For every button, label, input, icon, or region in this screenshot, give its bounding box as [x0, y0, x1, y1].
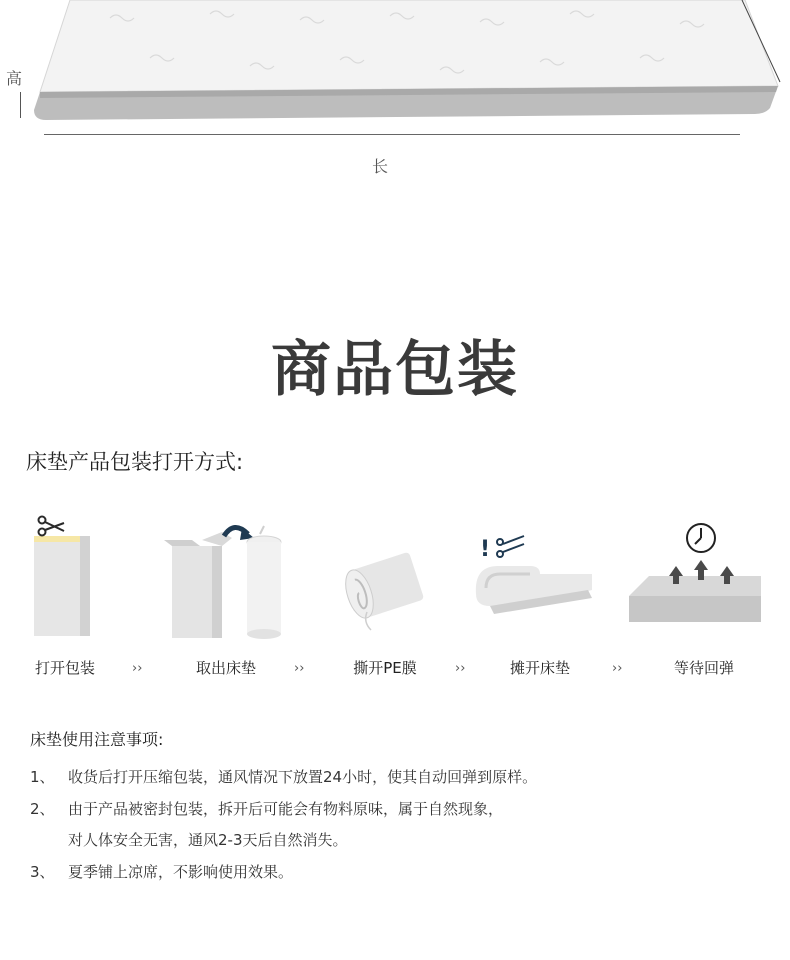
scissors-box-icon — [24, 512, 164, 642]
step-spread — [470, 512, 610, 642]
clock-rebound-icon — [625, 512, 765, 642]
mattress-diagram — [0, 0, 790, 190]
step-label: 摊开床垫 — [509, 659, 570, 677]
step-separator: ›› — [132, 661, 143, 676]
height-dimension-line — [20, 92, 21, 118]
rolled-mattress-icon — [315, 512, 455, 642]
step-take-out — [160, 512, 300, 642]
length-label: 长 — [372, 157, 389, 176]
step-label: 等待回弹 — [673, 659, 734, 677]
length-dimension-line — [44, 134, 740, 135]
step-label: 取出床垫 — [195, 659, 256, 677]
height-label: 高 — [6, 69, 23, 88]
step-label: 打开包装 — [34, 659, 95, 677]
step-wait-rebound — [625, 512, 765, 642]
note-text: 由于产品被密封包装，拆开后可能会有物料原味，属于自然现象， — [68, 800, 504, 818]
step-separator: ›› — [294, 661, 305, 676]
step-label: 撕开PE膜 — [353, 659, 417, 677]
mattress-illustration — [0, 0, 790, 190]
box-roll-icon — [160, 512, 300, 642]
note-text: 对人体安全无害，通风2-3天后自然消失。 — [68, 831, 348, 849]
note-number: 2、 — [30, 800, 55, 818]
step-open-package — [24, 512, 164, 642]
notes-heading: 床垫使用注意事项: — [30, 730, 164, 749]
note-text: 夏季铺上凉席，不影响使用效果。 — [68, 863, 294, 881]
svg-text:!: ! — [480, 537, 491, 562]
unpack-heading: 床垫产品包装打开方式: — [26, 450, 244, 474]
note-number: 1、 — [30, 768, 55, 786]
step-tear-film — [315, 512, 455, 642]
section-title: 商品包装 — [271, 335, 519, 405]
unroll-mattress-icon — [470, 512, 610, 642]
step-separator: ›› — [612, 661, 623, 676]
note-text: 收货后打开压缩包装，通风情况下放置24小时，使其自动回弹到原样。 — [68, 768, 538, 786]
step-separator: ›› — [455, 661, 466, 676]
note-number: 3、 — [30, 863, 55, 881]
